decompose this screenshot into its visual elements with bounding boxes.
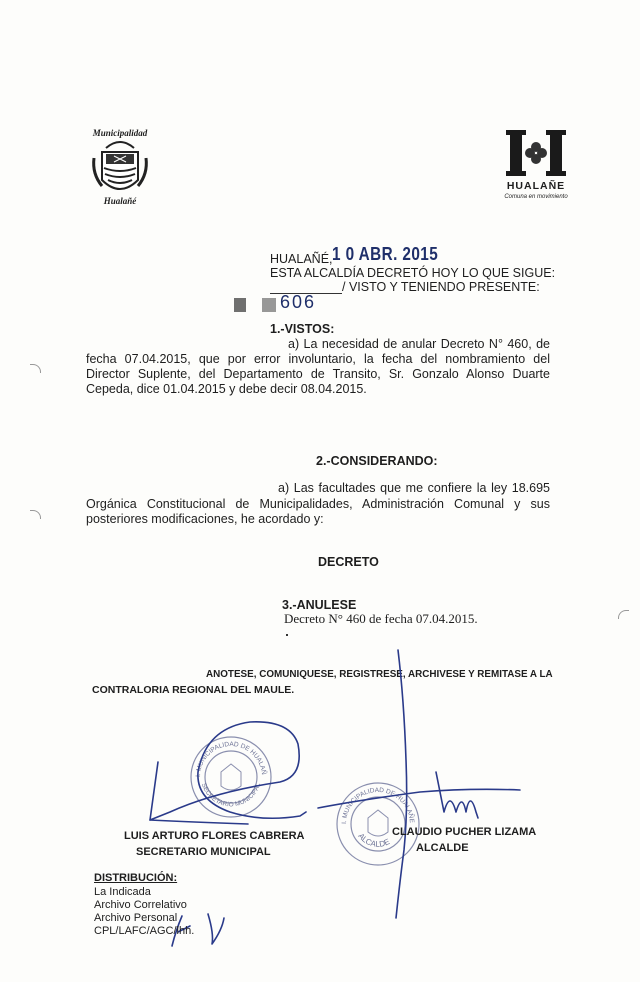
considerando-line-2: Orgánica Constitucional de Municipalidades, Administración Comunal y sus	[86, 497, 550, 511]
hualane-logo-tagline: Comuna en movimiento	[504, 194, 568, 200]
intro-place: HUALAÑÉ,	[270, 252, 333, 266]
hualane-logo	[506, 128, 566, 178]
decreto-heading: DECRETO	[318, 555, 379, 569]
dot-mark	[286, 634, 288, 636]
hualane-logo-name: HUALAÑE	[506, 180, 566, 192]
left-seal-top-text: I. MUNICIPALIDAD DE HUALAÑ	[194, 740, 267, 778]
anulese-heading: 3.-ANULESE	[282, 598, 357, 612]
intro-line-3: / VISTO Y TENIENDO PRESENTE:	[342, 280, 540, 294]
decree-number-stamp: 606	[280, 292, 317, 312]
right-seal-bottom-text: ALCALDE	[356, 831, 392, 849]
vistos-heading: 1.-VISTOS:	[270, 322, 335, 336]
margin-mark	[30, 364, 41, 373]
svg-text:SECRETARIO MUNICIPAL	[200, 782, 262, 809]
intro-line-2: ESTA ALCALDÍA DECRETÓ HOY LO QUE SIGUE:	[270, 266, 556, 280]
vistos-line-2: fecha 07.04.2015, que por error involuntario, la fecha del nombramiento del	[86, 352, 550, 366]
right-signatory-title: ALCALDE	[416, 842, 469, 854]
svg-text:I. MUNICIPALIDAD DE HUALAÑE	[188, 734, 269, 777]
closing-line-2: CONTRALORIA REGIONAL DEL MAULE.	[92, 684, 295, 696]
left-official-seal	[188, 734, 274, 820]
distribution-item: La Indicada	[94, 886, 151, 898]
vistos-line-4: Cepeda, dice 01.04.2015 y debe decir 08.04.2015.	[86, 382, 367, 396]
left-seal-bottom-text: SECRETARIO MUNICIPAL	[200, 782, 263, 809]
stamp-mark-icon	[234, 298, 246, 312]
considerando-line-3: posteriores modificaciones, he acordado y:	[86, 512, 324, 526]
distribution-item: Archivo Personal	[94, 912, 178, 924]
margin-mark	[30, 510, 41, 519]
vistos-line-1: a) La necesidad de anular Decreto N° 460, de	[288, 337, 550, 351]
distribution-heading: DISTRIBUCIÓN:	[94, 872, 178, 884]
right-signatory-name: CLAUDIO PUCHER LIZAMA	[392, 826, 537, 838]
right-official-seal	[334, 780, 422, 868]
crest-top-label: Municipalidad	[92, 128, 148, 138]
intro-date-stamp: 1 0 ABR. 2015	[332, 244, 439, 264]
distribution-item: Archivo Correlativo	[94, 899, 187, 911]
vistos-line-3: Director Suplente, del Departamento de Transito, Sr. Gonzalo Alonso Duarte	[86, 367, 550, 381]
left-signatory-title: SECRETARIO MUNICIPAL	[136, 846, 271, 858]
crest-bottom-label: Hualañé	[103, 196, 137, 206]
closing-line-1: ANOTESE, COMUNIQUESE, REGISTRESE, ARCHIVESE Y REMITASE A LA	[206, 668, 553, 680]
stamp-mark-icon	[262, 298, 276, 312]
left-signatory-name: LUIS ARTURO FLORES CABRERA	[124, 830, 305, 842]
distribution-item: CPL/LAFC/AGC/lhh.	[94, 925, 195, 937]
distribution-list	[94, 886, 194, 938]
svg-text:ALCALDE	[356, 832, 391, 849]
margin-mark	[618, 610, 629, 619]
considerando-line-1: a) Las facultades que me confiere la ley 18.695	[278, 481, 550, 495]
right-seal-top-text: I. MUNICIPALIDAD DE HUALAÑE	[340, 786, 416, 825]
considerando-heading: 2.-CONSIDERANDO:	[316, 454, 438, 468]
anulese-text: Decreto N° 460 de fecha 07.04.2015.	[284, 611, 478, 626]
